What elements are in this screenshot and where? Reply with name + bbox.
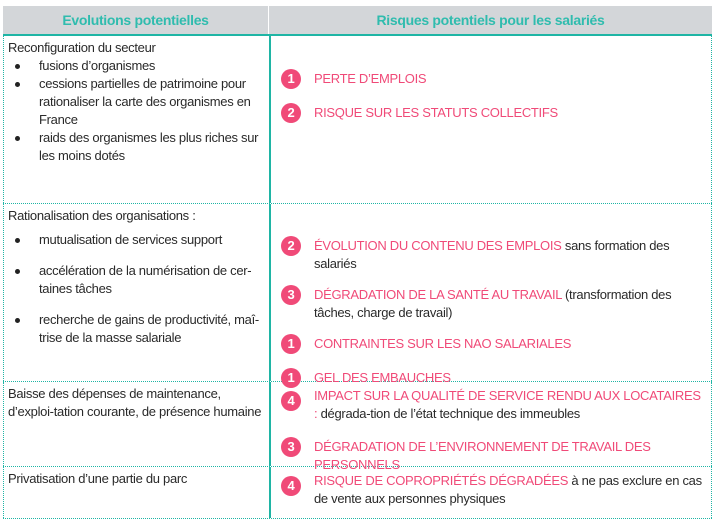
evolution-cell bbox=[3, 382, 271, 466]
risk-detail: (transformation des tâches, charge de travail) bbox=[314, 287, 672, 320]
risk-highlight: DÉGRADATION DE LA SANTÉ AU TRAVAIL bbox=[314, 287, 562, 302]
risk-level-badge: 3 bbox=[281, 285, 301, 305]
risk-highlight: DÉGRADATION DE L’ENVIRONNEMENT DE TRAVAIL DES PERSONNELS bbox=[314, 439, 651, 472]
risk-item bbox=[281, 335, 705, 354]
risk-highlight: GEL DES EMBAUCHES bbox=[314, 370, 451, 385]
risk-level-badge: 4 bbox=[281, 391, 301, 411]
evolution-cell bbox=[3, 467, 271, 518]
risk-level-badge: 1 bbox=[281, 368, 301, 388]
risk-highlight: IMPACT SUR LA QUALITÉ DE SERVICE RENDU AUX LOCATAIRES : bbox=[314, 388, 701, 421]
risk-highlight: CONTRAINTES SUR LES NAO SALARIALES bbox=[314, 336, 572, 351]
bullet-item: recherche de gains de productivité, maî-trise de la masse salariale bbox=[8, 311, 265, 347]
table-row bbox=[3, 36, 712, 204]
risk-item bbox=[281, 472, 705, 508]
evolution-title: Privatisation d’une partie du parc bbox=[8, 471, 188, 486]
header-risques: Risques potentiels pour les salariés bbox=[376, 12, 605, 28]
header-evolutions: Evolutions potentielles bbox=[3, 6, 269, 34]
risk-detail: dégrada-tion de l’état technique des immeubles bbox=[317, 406, 580, 421]
bullet-item: accélération de la numérisation de cer-taines tâches bbox=[8, 262, 265, 298]
risks-cell bbox=[271, 467, 712, 518]
risk-highlight: RISQUE DE COPROPRIÉTÉS DÉGRADÉES bbox=[314, 473, 569, 488]
bullet-item: raids des organismes les plus riches sur les moins dotés bbox=[8, 129, 265, 165]
bullet-item: cessions partielles de patrimoine pour rationaliser la carte des organismes en France bbox=[8, 75, 265, 129]
risk-item bbox=[281, 387, 705, 423]
table-row bbox=[3, 204, 712, 385]
risk-item bbox=[281, 70, 705, 89]
risk-highlight: PERTE D’EMPLOIS bbox=[314, 71, 427, 86]
bullet-item: mutualisation de services support bbox=[8, 231, 265, 249]
risk-item bbox=[281, 104, 705, 123]
risk-level-badge: 2 bbox=[281, 103, 301, 123]
risks-cell bbox=[271, 204, 712, 385]
risk-level-badge: 1 bbox=[281, 334, 301, 354]
risk-detail: à ne pas exclure en cas de vente aux personnes physiques bbox=[314, 473, 702, 506]
risk-level-badge: 3 bbox=[281, 437, 301, 457]
evolution-title: Baisse des dépenses de maintenance, d’exploi-tation courante, de présence humaine bbox=[8, 386, 262, 419]
risk-highlight: ÉVOLUTION DU CONTENU DES EMPLOIS bbox=[314, 238, 562, 253]
risks-cell bbox=[271, 36, 712, 203]
risk-level-badge: 2 bbox=[281, 236, 301, 256]
risk-item bbox=[281, 286, 705, 322]
risks-cell bbox=[271, 382, 712, 472]
risks-table bbox=[3, 6, 712, 519]
table-header bbox=[3, 6, 712, 36]
evolution-cell bbox=[3, 204, 271, 381]
risk-detail: sans formation des salariés bbox=[314, 238, 670, 271]
table-row bbox=[3, 467, 712, 519]
evolution-bullets bbox=[8, 57, 265, 165]
risk-item bbox=[281, 237, 705, 273]
risk-level-badge: 1 bbox=[281, 69, 301, 89]
table-row bbox=[3, 382, 712, 472]
bullet-item: fusions d’organismes bbox=[8, 57, 265, 75]
evolution-cell bbox=[3, 36, 271, 203]
evolution-title: Reconfiguration du secteur bbox=[8, 40, 156, 55]
evolution-bullets bbox=[8, 231, 265, 347]
risk-highlight: RISQUE SUR LES STATUTS COLLECTIFS bbox=[314, 105, 558, 120]
risk-level-badge: 4 bbox=[281, 476, 301, 496]
evolution-title: Rationalisation des organisations : bbox=[8, 208, 196, 223]
